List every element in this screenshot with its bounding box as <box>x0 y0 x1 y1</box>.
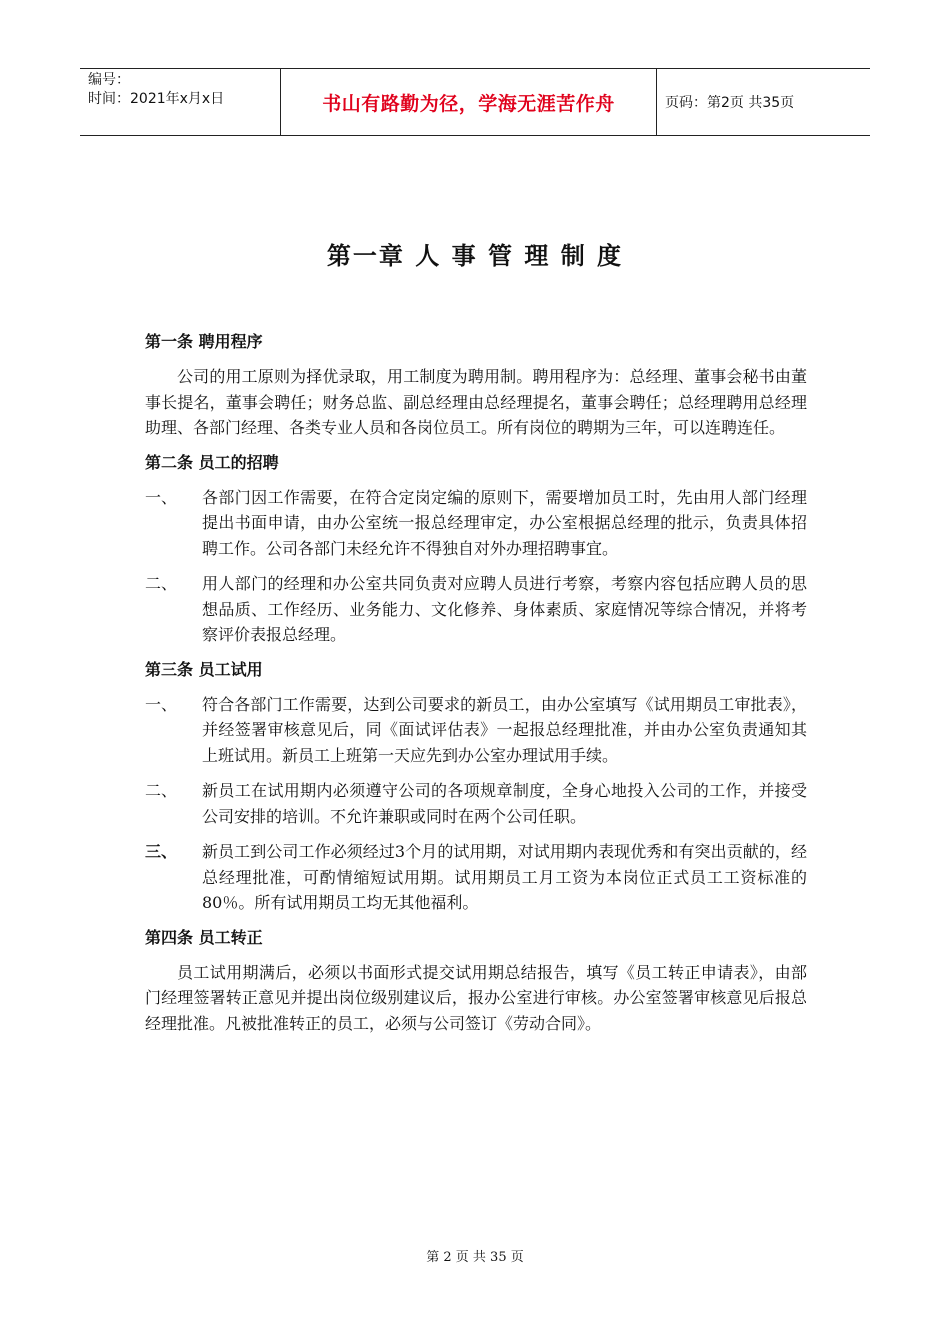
section-title-probation: 第三条 员工试用 <box>145 659 263 679</box>
list-item <box>145 485 807 562</box>
header-page-info: 页码：第2页 共35页 <box>665 95 795 111</box>
list-marker: 一、 <box>145 487 178 507</box>
list-item-text: 用人部门的经理和办公室共同负责对应聘人员进行考察，考察内容包括应聘人员的思想品质、工作经历、业务能力、文化修养、身体素质、家庭情况等综合情况，并将考察评价表报总经理。 <box>202 574 807 644</box>
chapter-title: 第一章 人 事 管 理 制 度 <box>326 242 624 270</box>
header-meta-cell <box>80 69 281 135</box>
document-date: 时间：2021年x月x日 <box>88 91 225 107</box>
list-item <box>145 571 807 648</box>
page-footer: 第 2 页 共 35 页 <box>426 1250 524 1265</box>
list-item-text: 各部门因工作需要，在符合定岗定编的原则下，需要增加员工时，先由用人部门经理提出书面申请，由办公室统一报总经理审定，办公室根据总经理的批示，负责具体招聘工作。公司各部门未经允许不得独自对外办理招聘事宜。 <box>202 487 807 558</box>
section-paragraph: 公司的用工原则为择优录取，用工制度为聘用制。聘用程序为：总经理、董事会秘书由董事长提名，董事会聘任；财务总监、副总经理由总经理提名，董事会聘任；总经理聘用总经理助理、各部门经理、各类专业人员和各岗位员工。所有岗位的聘期为三年，可以连聘连任。 <box>145 367 807 437</box>
section-paragraph: 员工试用期满后，必须以书面形式提交试用期总结报告，填写《员工转正申请表》，由部门经理签署转正意见并提出岗位级别建议后，报办公室进行审核。办公室签署审核意见后报总经理批准。凡被批准转正的员工，必须与公司签订《劳动合同》。 <box>145 962 807 1033</box>
header-motto: 书山有路勤为径，学海无涯苦作舟 <box>281 69 657 135</box>
section-title-hiring-procedure: 第一条 聘用程序 <box>145 332 263 351</box>
list-item <box>145 692 807 769</box>
list-item <box>145 778 807 829</box>
list-marker: 一、 <box>145 694 178 714</box>
document-body <box>145 330 807 1046</box>
header-table <box>80 68 870 136</box>
list-item-text: 符合各部门工作需要，达到公司要求的新员工，由办公室填写《试用期员工审批表》，并经签署审核意见后，同《面试评估表》一起报总经理批准，并由办公室负责通知其上班试用。新员工上班第一天应先到办公室办理试用手续。 <box>202 694 807 765</box>
section-title-regularization: 第四条 员工转正 <box>145 927 263 947</box>
list-marker: 二、 <box>145 781 178 800</box>
section-title-recruitment: 第二条 员工的招聘 <box>145 452 279 472</box>
document-number-label: 编号： <box>88 72 130 88</box>
list-marker: 三、 <box>145 842 178 861</box>
list-marker: 二、 <box>145 574 178 593</box>
list-item <box>145 839 807 916</box>
list-item-text: 新员工到公司工作必须经过3个月的试用期，对试用期内表现优秀和有突出贡献的，经总经理批准，可酌情缩短试用期。试用期员工月工资为本岗位正式员工工资标准的80％。所有试用期员工均无其他福利。 <box>202 842 807 912</box>
list-item-text: 新员工在试用期内必须遵守公司的各项规章制度，全身心地投入公司的工作，并接受公司安排的培训。不允许兼职或同时在两个公司任职。 <box>202 781 807 826</box>
